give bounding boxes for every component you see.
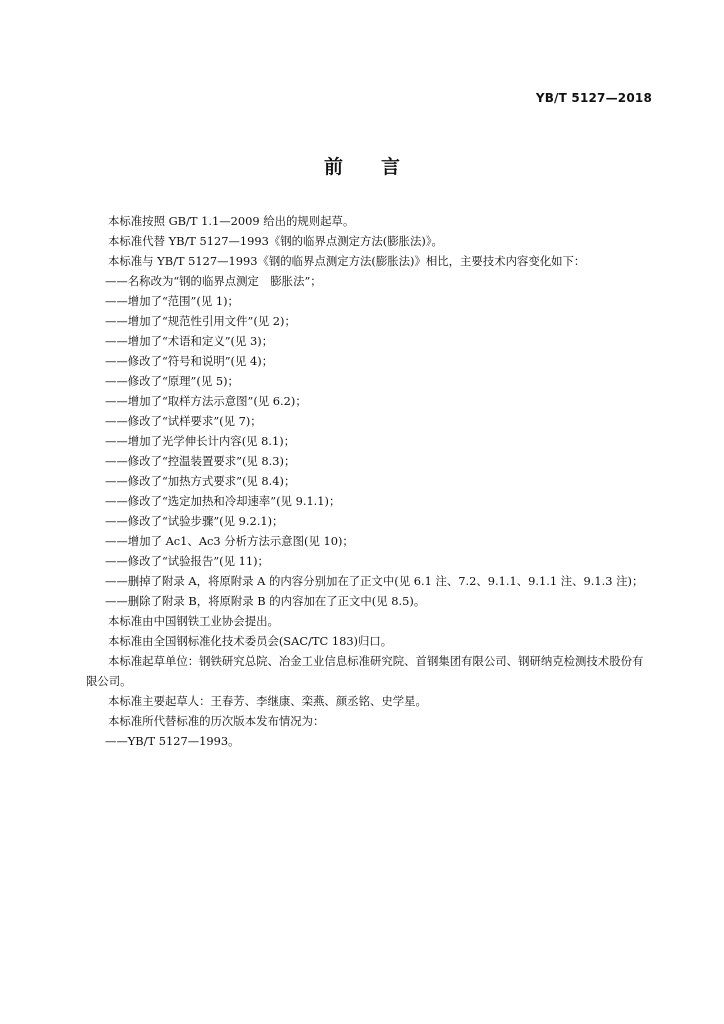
change-item-scope: ——增加了“范围”(见 1)； xyxy=(105,294,239,308)
paragraph-proposer: 本标准由中国钢铁工业协会提出。 xyxy=(108,614,279,628)
change-item-annex-a: ——删掉了附录 A，将原附录 A 的内容分别加在了正文中(见 6.1 注、7.2、9.1.1、9.1.1 注、9.1.3 注)； xyxy=(105,574,644,588)
paragraph-committee: 本标准由全国钢标准化技术委员会(SAC/TC 183)归口。 xyxy=(108,634,393,648)
paragraph-drafters: 本标准主要起草人：王春芳、李继康、栾燕、颜丞铭、史学星。 xyxy=(108,694,427,708)
change-item-test-steps: ——修改了“试验步骤”(见 9.2.1)； xyxy=(105,514,284,528)
change-item-ac-analysis: ——增加了 Ac1、Ac3 分析方法示意图(见 10)； xyxy=(105,534,354,548)
change-item-principle: ——修改了“原理”(见 5)； xyxy=(105,374,239,388)
change-item-specimen: ——修改了“试样要求”(见 7)； xyxy=(105,414,262,428)
change-item-optical-extensometer: ——增加了光学伸长计内容(见 8.1)； xyxy=(105,434,296,448)
change-item-symbols: ——修改了“符号和说明”(见 4)； xyxy=(105,354,274,368)
change-item-rates: ——修改了“选定加热和冷却速率”(见 9.1.1)； xyxy=(105,494,341,508)
foreword-body xyxy=(86,211,652,751)
paragraph-drafting-units: 本标准起草单位：钢铁研究总院、冶金工业信息标准研究院、首钢集团有限公司、钢研纳克检测技术股份有限公司。 xyxy=(86,654,644,688)
history-item: ——YB/T 5127—1993。 xyxy=(105,734,240,748)
paragraph-drafting-rules: 本标准按照 GB/T 1.1—2009 给出的规则起草。 xyxy=(108,214,355,228)
change-item-name: ——名称改为“钢的临界点测定 膨胀法”； xyxy=(105,274,322,288)
change-item-terms: ——增加了“术语和定义”(见 3)； xyxy=(105,334,274,348)
change-item-sampling-diagram: ——增加了“取样方法示意图”(见 6.2)； xyxy=(105,394,307,408)
paragraph-replaces: 本标准代替 YB/T 5127—1993《钢的临界点测定方法(膨胀法)》。 xyxy=(108,234,443,248)
change-item-annex-b: ——删除了附录 B，将原附录 B 的内容加在了正文中(见 8.5)。 xyxy=(105,594,426,608)
paragraph-history-intro: 本标准所代替标准的历次版本发布情况为： xyxy=(108,714,325,728)
page-title: 前言 xyxy=(323,156,438,178)
paragraph-changes-intro: 本标准与 YB/T 5127—1993《钢的临界点测定方法(膨胀法)》相比，主要技术内容变化如下： xyxy=(108,254,586,268)
change-item-test-report: ——修改了“试验报告”(见 11)； xyxy=(105,554,269,568)
change-item-heating-method: ——修改了“加热方式要求”(见 8.4)； xyxy=(105,474,296,488)
change-item-temperature-control: ——修改了“控温装置要求”(见 8.3)； xyxy=(105,454,296,468)
standard-code: YB/T 5127—2018 xyxy=(535,91,652,105)
change-item-normative-references: ——增加了“规范性引用文件”(见 2)； xyxy=(105,314,296,328)
